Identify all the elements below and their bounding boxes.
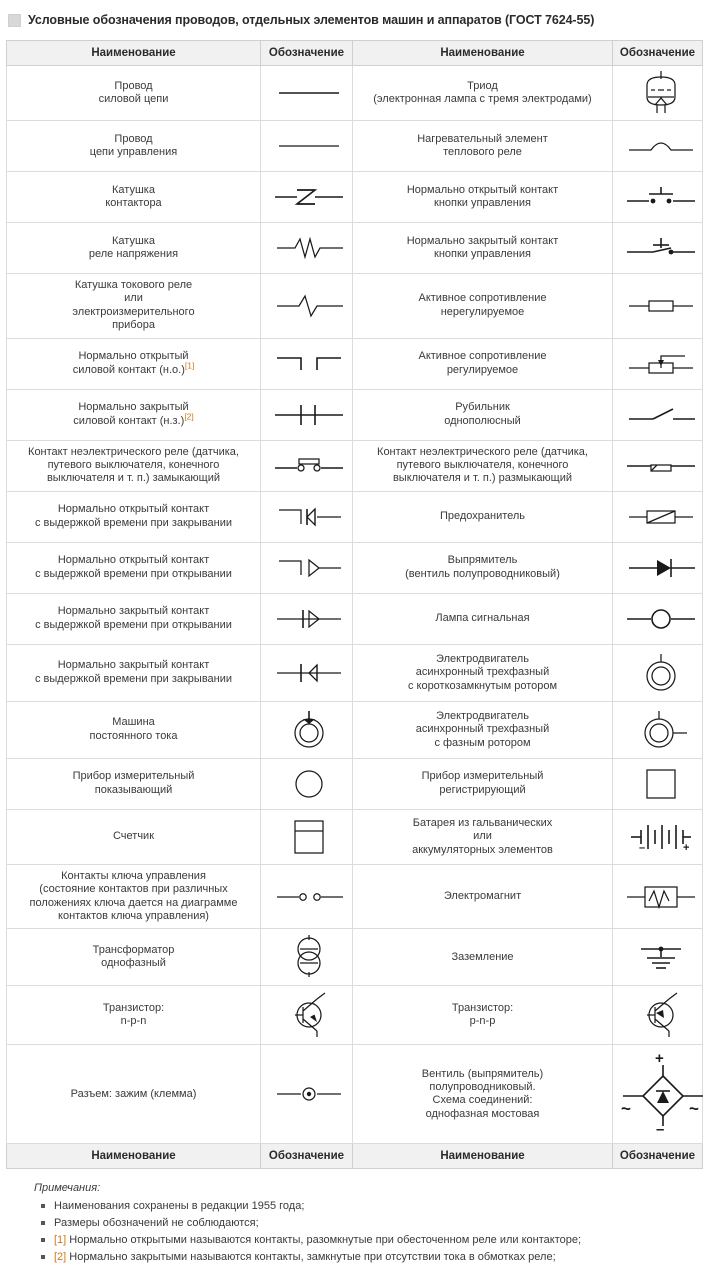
svg-text:~: ~ bbox=[689, 1099, 699, 1119]
row-label-right: Триод (электронная лампа с тремя электродами) bbox=[353, 66, 613, 121]
note-ref: [2] bbox=[54, 1251, 67, 1264]
electromagnet-icon bbox=[613, 864, 703, 929]
footer-symbol-2: Обозначение bbox=[613, 1144, 703, 1169]
single-pole-knife-switch-icon bbox=[613, 389, 703, 440]
variable-resistor-icon bbox=[613, 338, 703, 389]
note-item bbox=[52, 1215, 708, 1232]
non-electric-relay-make-contact-icon bbox=[261, 440, 353, 491]
row-label-left: Нормально открытый силовой контакт (н.о.)[1] bbox=[7, 338, 261, 389]
table-row bbox=[7, 864, 703, 929]
row-label-right: Электромагнит bbox=[353, 864, 613, 929]
table-row bbox=[7, 389, 703, 440]
row-label-left: Катушка контактора bbox=[7, 172, 261, 223]
table-body bbox=[7, 66, 703, 1144]
thermal-relay-heater-icon bbox=[613, 121, 703, 172]
row-label-left: Транзистор: n-p-n bbox=[7, 986, 261, 1045]
svg-text:+: + bbox=[683, 841, 690, 854]
indicating-meter-icon bbox=[261, 758, 353, 809]
no-contact-delay-on-close-icon bbox=[261, 491, 353, 542]
footer-name-2: Наименование bbox=[353, 1144, 613, 1169]
symbol-table bbox=[6, 40, 703, 1169]
control-key-contacts-icon bbox=[261, 864, 353, 929]
induction-motor-wound-rotor-icon bbox=[613, 701, 703, 758]
table-row bbox=[7, 593, 703, 644]
row-label-right: Электродвигатель асинхронный трехфазный с короткозамкнутым ротором bbox=[353, 644, 613, 701]
table-row bbox=[7, 929, 703, 986]
footnote-ref: [1] bbox=[184, 359, 195, 370]
table-row bbox=[7, 491, 703, 542]
battery-icon bbox=[613, 809, 703, 864]
row-label-left: Счетчик bbox=[7, 809, 261, 864]
fixed-resistor-icon bbox=[613, 274, 703, 339]
table-row bbox=[7, 121, 703, 172]
header-name-2: Наименование bbox=[353, 41, 613, 66]
contactor-coil-icon bbox=[261, 172, 353, 223]
npn-transistor-icon bbox=[261, 986, 353, 1045]
note-item bbox=[52, 1198, 708, 1215]
dc-machine-icon bbox=[261, 701, 353, 758]
table-row bbox=[7, 986, 703, 1045]
table-row bbox=[7, 440, 703, 491]
triode-tube-icon bbox=[613, 66, 703, 121]
power-no-contact-icon bbox=[261, 338, 353, 389]
note-text: Размеры обозначений не соблюдаются; bbox=[54, 1217, 259, 1230]
row-label-right: Лампа сигнальная bbox=[353, 593, 613, 644]
row-label-right: Выпрямитель (вентиль полупроводниковый) bbox=[353, 542, 613, 593]
control-circuit-wire-icon bbox=[261, 121, 353, 172]
header-symbol-1: Обозначение bbox=[261, 41, 353, 66]
row-label-left: Контакты ключа управления (состояние контактов при различных положениях ключа дается на диаграмме контактов ключа управления) bbox=[7, 864, 261, 929]
energy-meter-icon bbox=[261, 809, 353, 864]
row-label-left: Нормально закрытый силовой контакт (н.з.)[2] bbox=[7, 389, 261, 440]
earth-ground-icon bbox=[613, 929, 703, 986]
row-label-right: Вентиль (выпрямитель) полупроводниковый. Схема соединений: однофазная мостовая bbox=[353, 1045, 613, 1144]
row-label-left: Провод силовой цепи bbox=[7, 66, 261, 121]
table-header-row-bottom bbox=[7, 1144, 703, 1169]
note-ref: [1] bbox=[54, 1234, 67, 1247]
pushbutton-no-contact-icon bbox=[613, 172, 703, 223]
row-label-right: Нормально закрытый контакт кнопки управления bbox=[353, 223, 613, 274]
table-row bbox=[7, 1045, 703, 1144]
page-title-bar bbox=[0, 0, 708, 31]
footer-symbol-1: Обозначение bbox=[261, 1144, 353, 1169]
svg-text:–: – bbox=[656, 1121, 665, 1139]
row-label-right: Нормально открытый контакт кнопки управления bbox=[353, 172, 613, 223]
row-label-left: Машина постоянного тока bbox=[7, 701, 261, 758]
row-label-right: Предохранитель bbox=[353, 491, 613, 542]
power-circuit-wire-icon bbox=[261, 66, 353, 121]
notes-heading: Примечания: bbox=[34, 1182, 101, 1195]
bridge-rectifier-icon bbox=[613, 1045, 703, 1144]
footer-name-1: Наименование bbox=[7, 1144, 261, 1169]
table-row bbox=[7, 809, 703, 864]
table-row bbox=[7, 338, 703, 389]
row-label-right: Электродвигатель асинхронный трехфазный с фазным ротором bbox=[353, 701, 613, 758]
row-label-right: Контакт неэлектрического реле (датчика, путевого выключателя, конечного выключателя и т. п.) размыкающий bbox=[353, 440, 613, 491]
nc-contact-delay-on-close-icon bbox=[261, 644, 353, 701]
row-label-right: Активное сопротивление регулируемое bbox=[353, 338, 613, 389]
fuse-icon bbox=[613, 491, 703, 542]
note-item bbox=[52, 1232, 708, 1249]
notes-section bbox=[34, 1182, 708, 1266]
signal-lamp-icon bbox=[613, 593, 703, 644]
row-label-left: Катушка реле напряжения bbox=[7, 223, 261, 274]
row-label-left: Катушка токового реле или электроизмерительного прибора bbox=[7, 274, 261, 339]
note-text: Нормально открытыми называются контакты, разомкнутые при обесточенном реле или контакторе; bbox=[69, 1234, 582, 1247]
page-title: Условные обозначения проводов, отдельных элементов машин и аппаратов (ГОСТ 7624-55) bbox=[28, 13, 595, 27]
table-row bbox=[7, 758, 703, 809]
row-label-left: Контакт неэлектрического реле (датчика, путевого выключателя, конечного выключателя и т. п.) замыкающий bbox=[7, 440, 261, 491]
table-header-row-top bbox=[7, 41, 703, 66]
row-label-left: Нормально открытый контакт с выдержкой времени при закрывании bbox=[7, 491, 261, 542]
table-row bbox=[7, 644, 703, 701]
row-label-left: Провод цепи управления bbox=[7, 121, 261, 172]
row-label-right: Рубильник однополюсный bbox=[353, 389, 613, 440]
note-item bbox=[52, 1249, 708, 1266]
row-label-left: Трансформатор однофазный bbox=[7, 929, 261, 986]
single-phase-transformer-icon bbox=[261, 929, 353, 986]
table-row bbox=[7, 223, 703, 274]
rectifier-diode-icon bbox=[613, 542, 703, 593]
row-label-right: Активное сопротивление нерегулируемое bbox=[353, 274, 613, 339]
row-label-left: Нормально закрытый контакт с выдержкой времени при открывании bbox=[7, 593, 261, 644]
bullet-square-icon bbox=[8, 14, 21, 27]
pushbutton-nc-contact-icon bbox=[613, 223, 703, 274]
nc-contact-delay-on-open-icon bbox=[261, 593, 353, 644]
power-nc-contact-icon bbox=[261, 389, 353, 440]
recording-meter-icon bbox=[613, 758, 703, 809]
current-relay-coil-icon bbox=[261, 274, 353, 339]
induction-motor-squirrel-cage-icon bbox=[613, 644, 703, 701]
table-row bbox=[7, 66, 703, 121]
symbol-table-wrapper bbox=[6, 40, 702, 1169]
pnp-transistor-icon bbox=[613, 986, 703, 1045]
row-label-left: Нормально закрытый контакт с выдержкой времени при закрывании bbox=[7, 644, 261, 701]
row-label-left: Прибор измерительный показывающий bbox=[7, 758, 261, 809]
row-label-left: Нормально открытый контакт с выдержкой времени при открывании bbox=[7, 542, 261, 593]
row-label-right: Заземление bbox=[353, 929, 613, 986]
row-label-right: Батарея из гальванических или аккумуляторных элементов bbox=[353, 809, 613, 864]
no-contact-delay-on-open-icon bbox=[261, 542, 353, 593]
row-label-left: Разъем: зажим (клемма) bbox=[7, 1045, 261, 1144]
notes-list bbox=[34, 1198, 708, 1266]
table-row bbox=[7, 542, 703, 593]
note-text: Нормально закрытыми называются контакты, замкнутые при отсутствии тока в обмотках реле; bbox=[69, 1251, 556, 1264]
svg-text:–: – bbox=[639, 841, 646, 854]
header-symbol-2: Обозначение bbox=[613, 41, 703, 66]
table-row bbox=[7, 172, 703, 223]
note-text: Наименования сохранены в редакции 1955 года; bbox=[54, 1200, 305, 1213]
table-row bbox=[7, 274, 703, 339]
table-row bbox=[7, 701, 703, 758]
row-label-right: Нагревательный элемент теплового реле bbox=[353, 121, 613, 172]
voltage-relay-coil-icon bbox=[261, 223, 353, 274]
terminal-connector-icon bbox=[261, 1045, 353, 1144]
svg-text:+: + bbox=[655, 1050, 664, 1068]
row-label-right: Транзистор: p-n-p bbox=[353, 986, 613, 1045]
footnote-ref: [2] bbox=[184, 410, 194, 421]
non-electric-relay-break-contact-icon bbox=[613, 440, 703, 491]
svg-text:~: ~ bbox=[621, 1099, 631, 1119]
row-label-right: Прибор измерительный регистрирующий bbox=[353, 758, 613, 809]
header-name-1: Наименование bbox=[7, 41, 261, 66]
